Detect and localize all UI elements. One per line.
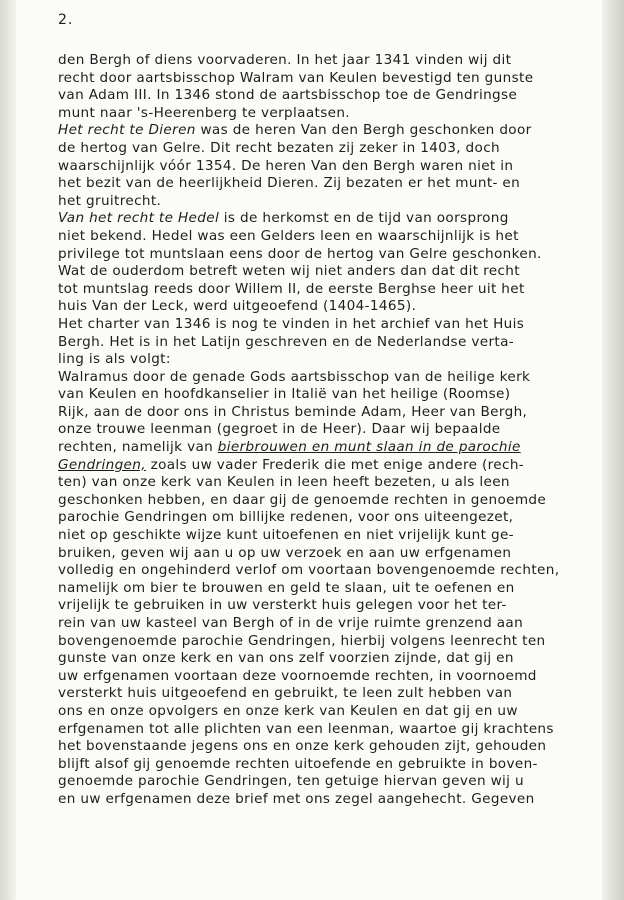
text-segment: het bovenstaande jegens ons en onze kerk gehouden zijt, gehouden [58,738,547,755]
text-segment: blijft alsof gij genoemde rechten uitoefende en gebruikte in boven- [58,755,538,772]
text-line [58,175,598,193]
text-line [58,509,598,527]
text-segment: erfgenamen tot alle plichten van een leenman, waartoe gij krachtens [58,720,554,737]
text-line [58,210,598,228]
text-segment: Walramus door de genade Gods aartsbisschop van de heilige kerk [58,368,531,385]
text-segment: bruiken, geven wij aan u op uw verzoek en aan uw erfgenamen [58,544,512,561]
text-segment: rein van uw kasteel van Bergh of in de vrije ruimte grenzend aan [58,615,524,631]
text-segment: den Bergh of diens voorvaderen. In het jaar 1341 vinden wij dit [58,52,512,68]
right-page-edge [602,0,624,900]
text-segment: bovengenoemde parochie Gendringen, hierbij volgens leenrecht ten [58,632,546,649]
text-segment: vrijelijk te gebruiken in uw versterkt huis gelegen voor het ter- [58,597,507,614]
text-segment: het bezit van de heerlijkheid Dieren. Zij bezaten er het munt- en [58,175,521,192]
text-segment: was de heren Van den Bergh geschonken door [195,122,532,139]
text-line [58,457,598,475]
text-line [58,246,598,264]
text-line [58,597,598,615]
text-line [58,668,598,686]
text-line [58,773,598,791]
text-segment: genoemde parochie Gendringen, ten getuige hiervan geven wij u [58,773,524,790]
text-line [58,474,598,492]
text-segment: versterkt huis uitgeoefend en gebruikt, te leen zult hebben van [58,685,513,702]
text-line [58,316,598,334]
text-line [58,386,598,404]
text-line [58,650,598,668]
text-segment: Rijk, aan de door ons in Christus beminde Adam, Heer van Bergh, [58,403,528,420]
text-line [58,351,598,369]
text-line [58,369,598,387]
text-segment: van Adam III. In 1346 stond de aartsbisschop toe de Gendringse [58,87,518,104]
text-line [58,580,598,598]
text-segment: geschonken hebben, en daar gij de genoemde rechten in genoemde [58,491,547,508]
text-segment: ons en onze opvolgers en onze kerk van Keulen en dat gij en uw [58,702,518,719]
text-line [58,439,598,457]
text-segment: rechten, namelijk van [58,439,218,456]
text-segment: Het charter van 1346 is nog te vinden in het archief van het Huis [58,315,525,332]
text-line [58,105,598,123]
text-line [58,633,598,651]
text-segment: huis Van der Leck, werd uitgeoefend (1404-1465). [58,298,417,315]
text-segment: ling is als volgt: [58,351,171,368]
text-segment: niet op geschikte wijze kunt uitoefenen en niet vrijelijk kunt ge- [58,527,514,544]
text-segment: ten) van onze kerk van Keulen in leen heeft bezeten, u als leen [58,474,510,491]
text-line [58,756,598,774]
text-line [58,545,598,563]
text-line [58,140,598,158]
text-segment: munt naar 's-Heerenberg te verplaatsen. [58,104,350,121]
text-line [58,70,598,88]
text-line [58,158,598,176]
text-line [58,738,598,756]
text-segment: Wat de ouderdom betreft weten wij niet anders dan dat dit recht [58,263,520,280]
text-segment: onze trouwe leenman (gegroet in de Heer). Daar wij bepaalde [58,421,501,438]
text-segment: van Keulen en hoofdkanselier in Italië van het heilige (Roomse) [58,386,511,403]
text-line [58,87,598,105]
text-segment: namelijk om bier te brouwen en geld te slaan, uit te oefenen en [58,579,515,596]
text-segment: niet bekend. Hedel was een Gelders leen en waarschijnlijk is het [58,227,519,244]
text-segment: Bergh. Het is in het Latijn geschreven en de Nederlandse verta- [58,333,515,350]
text-segment: recht door aartsbisschop Walram van Keulen bevestigd ten gunste [58,69,534,86]
text-line [58,404,598,422]
text-segment: het gruitrecht. [58,192,162,209]
text-line [58,263,598,281]
text-segment: uw erfgenamen voortaan deze voornoemde rechten, in voornoemd [58,667,537,684]
text-segment: tot muntslag reeds door Willem II, de eerste Berghse heer uit het [58,280,525,297]
text-line [58,298,598,316]
text-segment: parochie Gendringen om billijke redenen, voor ons uiteengezet, [58,509,514,526]
text-segment: zoals uw vader Frederik die met enige andere (rech- [145,456,525,473]
text-line [58,228,598,246]
text-line [58,791,598,809]
text-line [58,562,598,580]
left-page-edge [0,0,16,900]
text-segment: en uw erfgenamen deze brief met ons zegel aangehecht. Gegeven [58,790,535,807]
text-line [58,721,598,739]
text-line [58,193,598,211]
text-segment: Het recht te Dieren [58,122,196,139]
text-line [58,527,598,545]
body-text [58,52,598,809]
text-line [58,685,598,703]
text-segment: volledig en ongehinderd verlof om voortaan bovengenoemde rechten, [58,562,560,579]
text-segment: is de herkomst en de tijd van oorsprong [219,210,509,227]
text-line [58,52,598,70]
text-line [58,281,598,299]
text-line [58,492,598,510]
text-line [58,615,598,633]
text-segment: waarschijnlijk vóór 1354. De heren Van den Bergh waren niet in [58,157,514,174]
text-line [58,421,598,439]
text-segment: Gendringen, [58,456,146,473]
text-segment: privilege tot muntslaan eens door de hertog van Gelre geschonken. [58,245,542,262]
text-line [58,122,598,140]
page-number: 2. [58,12,74,28]
text-segment: Van het recht te Hedel [58,210,220,227]
text-line [58,703,598,721]
text-segment: de hertog van Gelre. Dit recht bezaten zij zeker in 1403, doch [58,139,500,156]
text-segment: gunste van onze kerk en van ons zelf voorzien zijnde, dat gij en [58,650,514,667]
text-segment: bierbrouwen en munt slaan in de parochie [217,439,521,456]
text-line [58,334,598,352]
